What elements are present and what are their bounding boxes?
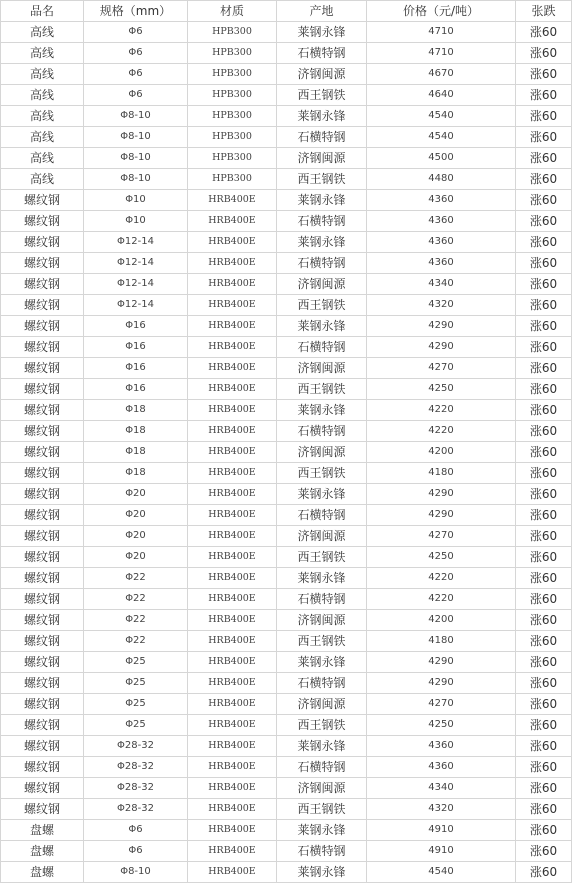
- cell-grade: HPB300: [188, 148, 277, 169]
- cell-spec: Φ25: [84, 694, 188, 715]
- cell-product-name: 螺纹钢: [1, 631, 84, 652]
- cell-price: 4710: [367, 43, 516, 64]
- cell-product-name: 高线: [1, 148, 84, 169]
- cell-grade: HRB400E: [188, 631, 277, 652]
- cell-origin: 济钢闽源: [277, 442, 367, 463]
- cell-grade: HRB400E: [188, 232, 277, 253]
- cell-price: 4270: [367, 694, 516, 715]
- cell-price: 4290: [367, 652, 516, 673]
- cell-product-name: 高线: [1, 169, 84, 190]
- cell-change: 涨60: [516, 106, 572, 127]
- cell-product-name: 螺纹钢: [1, 799, 84, 820]
- cell-origin: 莱钢永锋: [277, 862, 367, 883]
- cell-grade: HRB400E: [188, 715, 277, 736]
- cell-change: 涨60: [516, 253, 572, 274]
- cell-grade: HRB400E: [188, 505, 277, 526]
- cell-product-name: 螺纹钢: [1, 400, 84, 421]
- header-product-name: 品名: [1, 1, 84, 22]
- table-row: [1, 22, 572, 43]
- cell-spec: Φ28-32: [84, 799, 188, 820]
- cell-price: 4290: [367, 316, 516, 337]
- cell-change: 涨60: [516, 274, 572, 295]
- cell-price: 4360: [367, 211, 516, 232]
- table-row: [1, 736, 572, 757]
- cell-origin: 济钢闽源: [277, 778, 367, 799]
- cell-price: 4250: [367, 379, 516, 400]
- cell-price: 4480: [367, 169, 516, 190]
- cell-price: 4180: [367, 463, 516, 484]
- table-row: [1, 106, 572, 127]
- cell-price: 4340: [367, 778, 516, 799]
- cell-price: 4360: [367, 253, 516, 274]
- cell-product-name: 螺纹钢: [1, 694, 84, 715]
- cell-change: 涨60: [516, 379, 572, 400]
- cell-grade: HPB300: [188, 85, 277, 106]
- cell-spec: Φ8-10: [84, 169, 188, 190]
- cell-change: 涨60: [516, 757, 572, 778]
- cell-product-name: 螺纹钢: [1, 736, 84, 757]
- cell-change: 涨60: [516, 169, 572, 190]
- cell-product-name: 螺纹钢: [1, 295, 84, 316]
- cell-origin: 济钢闽源: [277, 64, 367, 85]
- cell-change: 涨60: [516, 148, 572, 169]
- cell-change: 涨60: [516, 673, 572, 694]
- table-row: [1, 715, 572, 736]
- cell-product-name: 螺纹钢: [1, 610, 84, 631]
- table-row: [1, 820, 572, 841]
- cell-grade: HRB400E: [188, 421, 277, 442]
- cell-price: 4220: [367, 421, 516, 442]
- cell-change: 涨60: [516, 610, 572, 631]
- cell-change: 涨60: [516, 715, 572, 736]
- cell-price: 4670: [367, 64, 516, 85]
- cell-grade: HRB400E: [188, 778, 277, 799]
- cell-spec: Φ12-14: [84, 274, 188, 295]
- table-row: [1, 568, 572, 589]
- cell-spec: Φ18: [84, 421, 188, 442]
- cell-spec: Φ28-32: [84, 736, 188, 757]
- cell-change: 涨60: [516, 820, 572, 841]
- cell-product-name: 螺纹钢: [1, 274, 84, 295]
- cell-spec: Φ20: [84, 505, 188, 526]
- cell-price: 4250: [367, 547, 516, 568]
- cell-product-name: 高线: [1, 85, 84, 106]
- cell-price: 4220: [367, 400, 516, 421]
- cell-origin: 石横特钢: [277, 673, 367, 694]
- cell-grade: HRB400E: [188, 820, 277, 841]
- cell-change: 涨60: [516, 694, 572, 715]
- cell-price: 4540: [367, 106, 516, 127]
- cell-origin: 石横特钢: [277, 421, 367, 442]
- cell-spec: Φ6: [84, 820, 188, 841]
- cell-price: 4180: [367, 631, 516, 652]
- cell-product-name: 螺纹钢: [1, 568, 84, 589]
- cell-origin: 莱钢永锋: [277, 400, 367, 421]
- cell-product-name: 螺纹钢: [1, 463, 84, 484]
- cell-change: 涨60: [516, 463, 572, 484]
- cell-change: 涨60: [516, 85, 572, 106]
- cell-price: 4220: [367, 589, 516, 610]
- cell-spec: Φ28-32: [84, 778, 188, 799]
- cell-origin: 石横特钢: [277, 589, 367, 610]
- cell-origin: 济钢闽源: [277, 148, 367, 169]
- header-change: 张跌: [516, 1, 572, 22]
- cell-change: 涨60: [516, 22, 572, 43]
- cell-change: 涨60: [516, 799, 572, 820]
- cell-product-name: 高线: [1, 43, 84, 64]
- cell-origin: 西王钢铁: [277, 169, 367, 190]
- cell-product-name: 螺纹钢: [1, 589, 84, 610]
- cell-price: 4320: [367, 799, 516, 820]
- table-row: [1, 631, 572, 652]
- cell-change: 涨60: [516, 589, 572, 610]
- cell-spec: Φ22: [84, 631, 188, 652]
- cell-price: 4340: [367, 274, 516, 295]
- cell-origin: 石横特钢: [277, 757, 367, 778]
- table-row: [1, 127, 572, 148]
- cell-spec: Φ12-14: [84, 253, 188, 274]
- cell-price: 4200: [367, 442, 516, 463]
- cell-price: 4360: [367, 757, 516, 778]
- cell-change: 涨60: [516, 295, 572, 316]
- header-price: 价格（元/吨）: [367, 1, 516, 22]
- cell-origin: 石横特钢: [277, 253, 367, 274]
- cell-origin: 济钢闽源: [277, 610, 367, 631]
- cell-change: 涨60: [516, 547, 572, 568]
- cell-price: 4270: [367, 358, 516, 379]
- cell-origin: 济钢闽源: [277, 358, 367, 379]
- cell-grade: HRB400E: [188, 610, 277, 631]
- cell-grade: HPB300: [188, 106, 277, 127]
- table-row: [1, 862, 572, 883]
- table-row: [1, 799, 572, 820]
- table-row: [1, 148, 572, 169]
- cell-change: 涨60: [516, 190, 572, 211]
- cell-price: 4270: [367, 526, 516, 547]
- cell-change: 涨60: [516, 631, 572, 652]
- cell-change: 涨60: [516, 736, 572, 757]
- cell-origin: 石横特钢: [277, 127, 367, 148]
- cell-product-name: 螺纹钢: [1, 505, 84, 526]
- cell-price: 4290: [367, 505, 516, 526]
- cell-origin: 石横特钢: [277, 841, 367, 862]
- table-row: [1, 295, 572, 316]
- cell-product-name: 螺纹钢: [1, 337, 84, 358]
- cell-change: 涨60: [516, 337, 572, 358]
- cell-product-name: 盘螺: [1, 862, 84, 883]
- table-row: [1, 274, 572, 295]
- table-row: [1, 757, 572, 778]
- cell-product-name: 螺纹钢: [1, 484, 84, 505]
- cell-product-name: 螺纹钢: [1, 715, 84, 736]
- cell-origin: 西王钢铁: [277, 85, 367, 106]
- table-row: [1, 421, 572, 442]
- cell-grade: HPB300: [188, 43, 277, 64]
- cell-grade: HRB400E: [188, 442, 277, 463]
- cell-product-name: 螺纹钢: [1, 442, 84, 463]
- cell-change: 涨60: [516, 568, 572, 589]
- cell-grade: HRB400E: [188, 484, 277, 505]
- table-row: [1, 652, 572, 673]
- cell-origin: 莱钢永锋: [277, 652, 367, 673]
- cell-change: 涨60: [516, 442, 572, 463]
- cell-origin: 西王钢铁: [277, 379, 367, 400]
- cell-spec: Φ10: [84, 190, 188, 211]
- cell-origin: 石横特钢: [277, 211, 367, 232]
- cell-origin: 济钢闽源: [277, 694, 367, 715]
- cell-product-name: 螺纹钢: [1, 652, 84, 673]
- cell-change: 涨60: [516, 526, 572, 547]
- table-row: [1, 841, 572, 862]
- cell-grade: HRB400E: [188, 190, 277, 211]
- cell-price: 4360: [367, 736, 516, 757]
- cell-change: 涨60: [516, 652, 572, 673]
- cell-product-name: 高线: [1, 106, 84, 127]
- cell-grade: HRB400E: [188, 358, 277, 379]
- cell-change: 涨60: [516, 358, 572, 379]
- cell-grade: HPB300: [188, 127, 277, 148]
- cell-spec: Φ18: [84, 442, 188, 463]
- cell-origin: 西王钢铁: [277, 463, 367, 484]
- cell-change: 涨60: [516, 484, 572, 505]
- cell-product-name: 高线: [1, 22, 84, 43]
- cell-product-name: 螺纹钢: [1, 232, 84, 253]
- cell-spec: Φ16: [84, 358, 188, 379]
- cell-change: 涨60: [516, 232, 572, 253]
- table-row: [1, 442, 572, 463]
- cell-product-name: 螺纹钢: [1, 253, 84, 274]
- cell-spec: Φ6: [84, 85, 188, 106]
- cell-price: 4200: [367, 610, 516, 631]
- cell-spec: Φ16: [84, 337, 188, 358]
- cell-product-name: 螺纹钢: [1, 757, 84, 778]
- cell-origin: 莱钢永锋: [277, 232, 367, 253]
- cell-grade: HRB400E: [188, 337, 277, 358]
- table-row: [1, 211, 572, 232]
- cell-grade: HRB400E: [188, 253, 277, 274]
- cell-product-name: 螺纹钢: [1, 673, 84, 694]
- cell-grade: HRB400E: [188, 463, 277, 484]
- table-row: [1, 253, 572, 274]
- table-row: [1, 610, 572, 631]
- cell-spec: Φ8-10: [84, 862, 188, 883]
- cell-spec: Φ20: [84, 484, 188, 505]
- cell-grade: HRB400E: [188, 736, 277, 757]
- cell-origin: 西王钢铁: [277, 799, 367, 820]
- cell-origin: 莱钢永锋: [277, 484, 367, 505]
- cell-spec: Φ8-10: [84, 127, 188, 148]
- cell-origin: 莱钢永锋: [277, 106, 367, 127]
- cell-grade: HRB400E: [188, 652, 277, 673]
- cell-spec: Φ18: [84, 463, 188, 484]
- cell-spec: Φ16: [84, 316, 188, 337]
- cell-origin: 西王钢铁: [277, 547, 367, 568]
- cell-spec: Φ8-10: [84, 148, 188, 169]
- cell-origin: 西王钢铁: [277, 295, 367, 316]
- cell-origin: 莱钢永锋: [277, 190, 367, 211]
- cell-origin: 济钢闽源: [277, 526, 367, 547]
- table-row: [1, 169, 572, 190]
- cell-price: 4910: [367, 841, 516, 862]
- cell-change: 涨60: [516, 211, 572, 232]
- table-row: [1, 505, 572, 526]
- cell-spec: Φ10: [84, 211, 188, 232]
- table-row: [1, 43, 572, 64]
- cell-origin: 石横特钢: [277, 505, 367, 526]
- cell-origin: 西王钢铁: [277, 631, 367, 652]
- cell-spec: Φ28-32: [84, 757, 188, 778]
- cell-grade: HRB400E: [188, 694, 277, 715]
- cell-price: 4500: [367, 148, 516, 169]
- cell-product-name: 螺纹钢: [1, 358, 84, 379]
- cell-change: 涨60: [516, 43, 572, 64]
- cell-price: 4360: [367, 232, 516, 253]
- table-row: [1, 379, 572, 400]
- cell-grade: HRB400E: [188, 526, 277, 547]
- table-row: [1, 190, 572, 211]
- table-row: [1, 484, 572, 505]
- cell-product-name: 螺纹钢: [1, 379, 84, 400]
- cell-spec: Φ25: [84, 652, 188, 673]
- cell-grade: HRB400E: [188, 274, 277, 295]
- cell-product-name: 盘螺: [1, 841, 84, 862]
- cell-change: 涨60: [516, 778, 572, 799]
- cell-product-name: 螺纹钢: [1, 316, 84, 337]
- cell-spec: Φ20: [84, 526, 188, 547]
- table-row: [1, 64, 572, 85]
- cell-spec: Φ22: [84, 568, 188, 589]
- cell-spec: Φ6: [84, 43, 188, 64]
- cell-origin: 石横特钢: [277, 43, 367, 64]
- table-row: [1, 316, 572, 337]
- cell-price: 4640: [367, 85, 516, 106]
- table-row: [1, 337, 572, 358]
- table-row: [1, 400, 572, 421]
- cell-product-name: 螺纹钢: [1, 547, 84, 568]
- cell-price: 4250: [367, 715, 516, 736]
- cell-spec: Φ12-14: [84, 295, 188, 316]
- cell-origin: 莱钢永锋: [277, 820, 367, 841]
- cell-product-name: 高线: [1, 127, 84, 148]
- cell-product-name: 高线: [1, 64, 84, 85]
- table-body: [1, 22, 572, 883]
- cell-grade: HRB400E: [188, 400, 277, 421]
- cell-grade: HRB400E: [188, 211, 277, 232]
- cell-change: 涨60: [516, 316, 572, 337]
- table-row: [1, 358, 572, 379]
- cell-grade: HPB300: [188, 22, 277, 43]
- header-spec: 规格（mm）: [84, 1, 188, 22]
- table-header-row: [1, 1, 572, 22]
- cell-spec: Φ18: [84, 400, 188, 421]
- cell-grade: HRB400E: [188, 757, 277, 778]
- cell-origin: 莱钢永锋: [277, 568, 367, 589]
- cell-product-name: 螺纹钢: [1, 526, 84, 547]
- table-row: [1, 778, 572, 799]
- cell-product-name: 螺纹钢: [1, 190, 84, 211]
- cell-change: 涨60: [516, 64, 572, 85]
- cell-spec: Φ6: [84, 22, 188, 43]
- cell-spec: Φ22: [84, 589, 188, 610]
- cell-spec: Φ6: [84, 64, 188, 85]
- cell-product-name: 螺纹钢: [1, 211, 84, 232]
- cell-origin: 莱钢永锋: [277, 736, 367, 757]
- cell-grade: HRB400E: [188, 862, 277, 883]
- cell-price: 4220: [367, 568, 516, 589]
- cell-spec: Φ16: [84, 379, 188, 400]
- cell-grade: HRB400E: [188, 295, 277, 316]
- cell-price: 4710: [367, 22, 516, 43]
- cell-price: 4540: [367, 127, 516, 148]
- cell-price: 4290: [367, 337, 516, 358]
- cell-spec: Φ22: [84, 610, 188, 631]
- cell-price: 4360: [367, 190, 516, 211]
- table-row: [1, 694, 572, 715]
- cell-grade: HPB300: [188, 169, 277, 190]
- header-origin: 产地: [277, 1, 367, 22]
- cell-price: 4320: [367, 295, 516, 316]
- cell-change: 涨60: [516, 505, 572, 526]
- cell-change: 涨60: [516, 127, 572, 148]
- cell-spec: Φ25: [84, 715, 188, 736]
- cell-change: 涨60: [516, 862, 572, 883]
- cell-origin: 莱钢永锋: [277, 316, 367, 337]
- table-row: [1, 589, 572, 610]
- table-row: [1, 547, 572, 568]
- table-row: [1, 232, 572, 253]
- cell-price: 4910: [367, 820, 516, 841]
- cell-price: 4290: [367, 673, 516, 694]
- cell-grade: HRB400E: [188, 568, 277, 589]
- cell-grade: HRB400E: [188, 589, 277, 610]
- cell-spec: Φ6: [84, 841, 188, 862]
- table-row: [1, 463, 572, 484]
- cell-origin: 济钢闽源: [277, 274, 367, 295]
- cell-change: 涨60: [516, 421, 572, 442]
- cell-change: 涨60: [516, 400, 572, 421]
- cell-grade: HRB400E: [188, 547, 277, 568]
- cell-grade: HRB400E: [188, 316, 277, 337]
- cell-product-name: 螺纹钢: [1, 778, 84, 799]
- table-row: [1, 673, 572, 694]
- cell-origin: 西王钢铁: [277, 715, 367, 736]
- cell-spec: Φ20: [84, 547, 188, 568]
- cell-spec: Φ25: [84, 673, 188, 694]
- cell-product-name: 盘螺: [1, 820, 84, 841]
- cell-origin: 莱钢永锋: [277, 22, 367, 43]
- cell-price: 4540: [367, 862, 516, 883]
- cell-change: 涨60: [516, 841, 572, 862]
- cell-grade: HRB400E: [188, 799, 277, 820]
- header-grade: 材质: [188, 1, 277, 22]
- cell-spec: Φ12-14: [84, 232, 188, 253]
- cell-grade: HRB400E: [188, 379, 277, 400]
- table-row: [1, 526, 572, 547]
- cell-origin: 石横特钢: [277, 337, 367, 358]
- cell-grade: HRB400E: [188, 841, 277, 862]
- table-row: [1, 85, 572, 106]
- cell-grade: HPB300: [188, 64, 277, 85]
- cell-product-name: 螺纹钢: [1, 421, 84, 442]
- cell-spec: Φ8-10: [84, 106, 188, 127]
- cell-grade: HRB400E: [188, 673, 277, 694]
- cell-price: 4290: [367, 484, 516, 505]
